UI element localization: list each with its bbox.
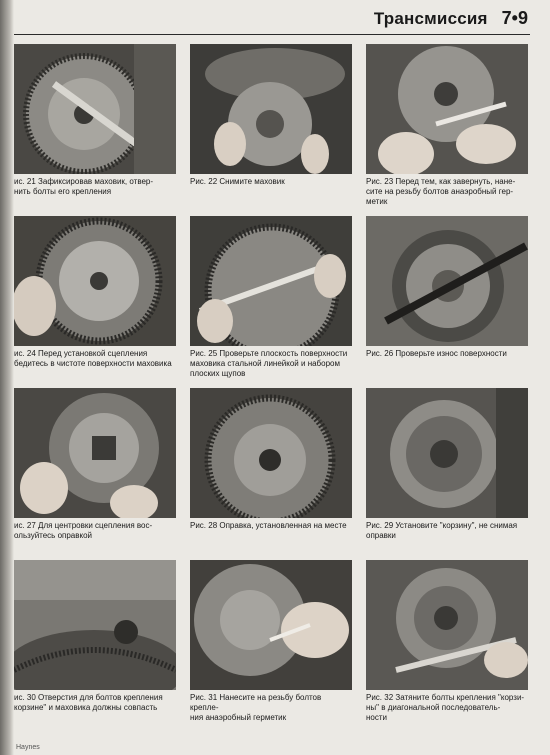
figure-26 xyxy=(366,216,528,388)
caption-fig-23: Рис. 23 Перед тем, как завернуть, нане- сите на резьбу болтов анаэробный гер- метик xyxy=(366,177,516,206)
flywheel-surface-photo-icon xyxy=(14,216,176,346)
photo-fig-26 xyxy=(366,216,528,346)
flywheel-removal-photo-icon xyxy=(190,44,352,174)
bolt-holes-photo-icon xyxy=(14,560,176,690)
caption-fig-31: Рис. 31 Нанесите на резьбу болтов крепле- ния анаэробный герметик xyxy=(190,693,322,722)
figure-30 xyxy=(14,560,176,732)
header-rule xyxy=(14,34,530,35)
caption-fig-29: Рис. 29 Установите "корзину", не снимая оправки xyxy=(366,521,518,540)
caption-fig-27: ис. 27 Для центровки сцепления вос- ользуйтесь оправкой xyxy=(14,521,153,540)
caption-fig-25: Рис. 25 Проверьте плоскость поверхности маховика стальной линейкой и набором плоских щупов xyxy=(190,349,348,378)
photo-fig-23 xyxy=(366,44,528,174)
photo-fig-25 xyxy=(190,216,352,346)
page-spine-shadow xyxy=(0,0,14,755)
caption-fig-30: ис. 30 Отверстия для болтов крепления корзине" и маховика должны совпасть xyxy=(14,693,163,712)
clutch-disc-photo-icon xyxy=(14,388,176,518)
caption-fig-26: Рис. 26 Проверьте износ поверхности xyxy=(366,349,507,358)
photo-fig-22 xyxy=(190,44,352,174)
figure-29 xyxy=(366,388,528,560)
tighten-bolts-photo-icon xyxy=(366,560,528,690)
page-footer: Haynes xyxy=(16,744,40,751)
figure-21 xyxy=(14,44,176,216)
figure-32 xyxy=(366,560,528,732)
figure-grid xyxy=(14,44,526,732)
photo-fig-30 xyxy=(14,560,176,690)
straightedge-photo-icon xyxy=(190,216,352,346)
flywheel-photo-icon xyxy=(14,44,176,174)
caption-fig-22: Рис. 22 Снимите маховик xyxy=(190,177,285,186)
figure-24 xyxy=(14,216,176,388)
alignment-tool-photo-icon xyxy=(190,388,352,518)
page-number: 7•9 xyxy=(501,8,528,28)
section-title: Трансмиссия xyxy=(373,9,488,28)
photo-fig-32 xyxy=(366,560,528,690)
photo-fig-27 xyxy=(14,388,176,518)
figure-25 xyxy=(190,216,352,388)
figure-31 xyxy=(190,560,352,732)
caption-fig-21: ис. 21 Зафиксировав маховик, отвер- нить болты его крепления xyxy=(14,177,154,196)
wear-check-photo-icon xyxy=(366,216,528,346)
photo-fig-24 xyxy=(14,216,176,346)
bolt-sealant-photo-icon xyxy=(190,560,352,690)
figure-27 xyxy=(14,388,176,560)
caption-fig-24: ис. 24 Перед установкой сцепления бедитесь в чистоте поверхности маховика xyxy=(14,349,172,368)
caption-fig-32: Рис. 32 Затяните болты крепления "корзи- ны" в диагональной последователь- ности xyxy=(366,693,525,722)
sealant-photo-icon xyxy=(366,44,528,174)
photo-fig-29 xyxy=(366,388,528,518)
photo-fig-31 xyxy=(190,560,352,690)
page-header xyxy=(374,8,528,29)
caption-fig-28: Рис. 28 Оправка, установленная на месте xyxy=(190,521,347,530)
pressure-plate-photo-icon xyxy=(366,388,528,518)
figure-23 xyxy=(366,44,528,216)
photo-fig-21 xyxy=(14,44,176,174)
figure-22 xyxy=(190,44,352,216)
figure-28 xyxy=(190,388,352,560)
photo-fig-28 xyxy=(190,388,352,518)
